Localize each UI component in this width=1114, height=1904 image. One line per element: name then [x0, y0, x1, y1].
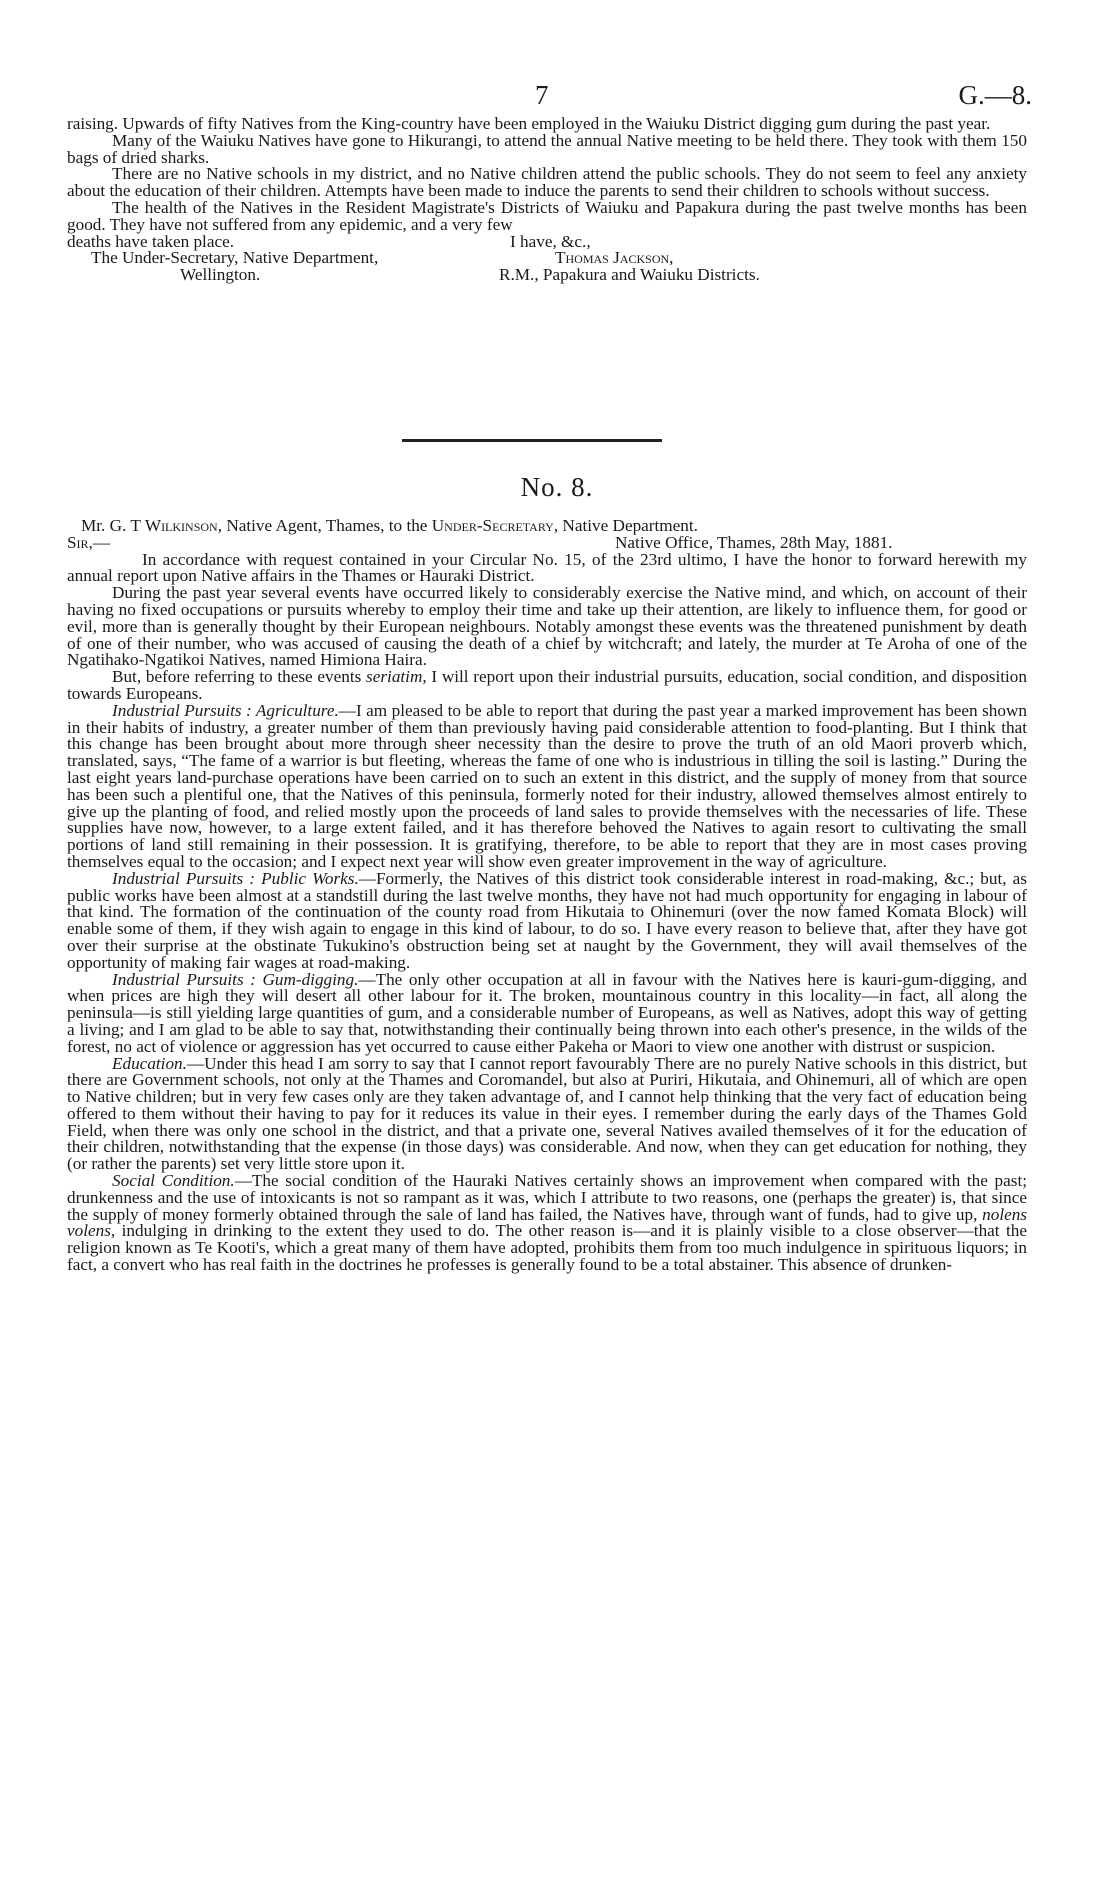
letter-body [67, 518, 1027, 1274]
paragraph: During the past year several events have occurred likely to considerably exercise the Native mind, and which, on account of their having no fixed occupations or pursuits whereby to employ their time and take up their attention, are likely to influence them, for good or evil, more than is generally thought by their European neighbours. Notably amongst these events was the threatened punishment by death of one of their number, who was accused of causing the death of a chief by witchcraft; and lately, the murder at Te Aroha of one of the Ngatihako-Ngatikoi Natives, named Himiona Haira. [67, 583, 1027, 670]
document-reference: G.—8. [958, 80, 1032, 110]
paragraph-social-condition: Social Condition.—The social condition of the Hauraki Natives certainly shows an improvement when compared with the past; drunkenness and the use of intoxicants is not so rampant as it was, which I attribute to two reasons, one (perhaps the greater) is, that since the supply of money formerly obtained through the sale of land has failed, the Natives have, through want of funds, had to give up, nolens volens, indulging in drinking to the extent they used to do. The other reason is—and it is plainly visible to a close observer—that the religion known as Te Kooti's, which a great many of them have adopted, prohibits them from too much indulgence in spirituous liquors; in fact, a convert who has real faith in the doctrines he professes is generally found to be a total abstainer. This absence of drunken- [67, 1171, 1027, 1275]
salutation-row [67, 532, 1027, 552]
top-section [67, 116, 1027, 284]
paragraph: Many of the Waiuku Natives have gone to Hikurangi, to attend the annual Native meeting to be held there. They took with them 150 bags of dried sharks. [67, 130, 1027, 167]
paragraph: The health of the Natives in the Resident Magistrate's Districts of Waiuku and Papakura during the past twelve months has been good. They have not suffered from any epidemic, and a very few [67, 197, 1027, 234]
section-heading: Education. [112, 1053, 187, 1073]
signature-row [67, 267, 1027, 284]
paragraph-agriculture: Industrial Pursuits : Agriculture.—I am pleased to be able to report that during the past year a marked improvement has been shown in their habits of industry, a greater number of them than previously having paid considerable attention to food-planting. But I think that this change has been brought about more through sheer necessity than the desire to prove the truth of an old Maori proverb which, translated, says, “The fame of a warrior is but fleeting, whereas the fame of one who is industrious in tilling the soil is lasting.” During the last eight years land-purchase operations have been carried on to such an extent in this district, and the supply of money from that source has been such a plentiful one, that the Natives of this peninsula, formerly noted for their industry, allowed themselves almost entirely to give up the planting of food, and relied mostly upon the proceeds of land sales to provide themselves with the necessaries of life. These supplies have now, however, to a large extent failed, and it has therefore behoved the Natives to again resort to cultivating the small portions of land still remaining in their possession. It is gratifying, therefore, to be able to report that they are in most cases proving themselves equal to the occasion; and I expect next year will show even greater improvement in the way of agriculture. [67, 700, 1027, 871]
letter-number: No. 8. [520, 472, 594, 502]
paragraph-education: Education.—Under this head I am sorry to say that I cannot report favourably There are no purely Native schools in this district, but there are Government schools, not only at the Thames and Coromandel, but also at Puriri, Hikutaia, and Ohinemuri, all of which are open to Native children; but in very few cases only are they taken advantage of, and I cannot help thinking that the very fact of education being offered to them without their having to pay for it reduces its value in their eyes. I remember during the early days of the Thames Gold Field, when there was only one school in the district, and that a private one, several Natives availed themselves of it for the education of their children, notwithstanding that the expense (in those days) was considerable. And now, when they can get education for nothing, they (or rather the parents) set very little store upon it. [67, 1053, 1027, 1174]
addressee-line: Wellington. [180, 265, 261, 285]
paragraph-public-works: Industrial Pursuits : Public Works.—Formerly, the Natives of this district took considerable interest in road-making, &c.; but, as public works have been almost at a standstill during the last twelve months, they have not had much opportunity for engaging in labour of that kind. The formation of the continuation of the county road from Hikutaia to Ohinemuri (over the now famed Komata Block) will enable some of them, if they wish again to engage in this kind of labour, to do so. I have every reason to believe that, after they have got over their surprise at the obstinate Tukukino's obstruction being set at naught by the Government, they will avail themselves of the opportunity of making fair wages at road-making. [67, 868, 1027, 972]
paragraph: There are no Native schools in my district, and no Native children attend the public schools. They do not seem to feel any anxiety about the education of their children. Attempts have been made to induce the parents to send their children to schools without success. [67, 164, 1027, 201]
section-heading: Social Condition. [112, 1171, 235, 1191]
section-heading: Industrial Pursuits : Public Works. [112, 868, 359, 888]
dateline: Native Office, Thames, 28th May, 1881. [615, 532, 893, 552]
paragraph-end: deaths have taken place. [67, 231, 235, 251]
section-divider [402, 438, 662, 442]
letter-heading: Mr. G. T Wilkinson, Native Agent, Thames, to the Under-Secretary, Native Department. [81, 516, 698, 535]
paragraph: raising. Upwards of fifty Natives from the King-country have been employed in the Waiuku District digging gum during the past year. [67, 114, 991, 133]
closing: I have, &c., [510, 231, 591, 251]
signature-title: R.M., Papakura and Waiuku Districts. [499, 265, 760, 285]
salutation: Sir,— [67, 532, 111, 552]
addressee-line: The Under-Secretary, Native Department, [91, 248, 379, 268]
section-heading: Industrial Pursuits : Agriculture. [112, 700, 339, 720]
signature: Thomas Jackson, [555, 248, 674, 268]
paragraph-gum-digging: Industrial Pursuits : Gum-digging.—The only other occupation at all in favour with the Natives here is kauri-gum-digging, and when prices are high they will desert all other labour for it. The broken, mountainous country in this locality—in fact, all along the peninsula—is still yielding large quantities of gum, and a considerable number of Europeans, as well as Natives, adopt this way of getting a living; and I am glad to be able to say that, notwithstanding their continually being thrown into each other's presence, in the wilds of the forest, no act of violence or aggression has yet occurred to cause either Pakeha or Maori to view one another with distrust or suspicion. [67, 969, 1027, 1056]
paragraph: In accordance with request contained in your Circular No. 15, of the 23rd ultimo, I have the honor to forward herewith my annual report upon Native affairs in the Thames or Hauraki District. [67, 549, 1027, 586]
paragraph: But, before referring to these events seriatim, I will report upon their industrial pursuits, education, social condition, and disposition towards Europeans. [67, 667, 1027, 703]
section-heading: Industrial Pursuits : Gum-digging. [112, 969, 359, 989]
page-number: 7 [535, 80, 549, 110]
